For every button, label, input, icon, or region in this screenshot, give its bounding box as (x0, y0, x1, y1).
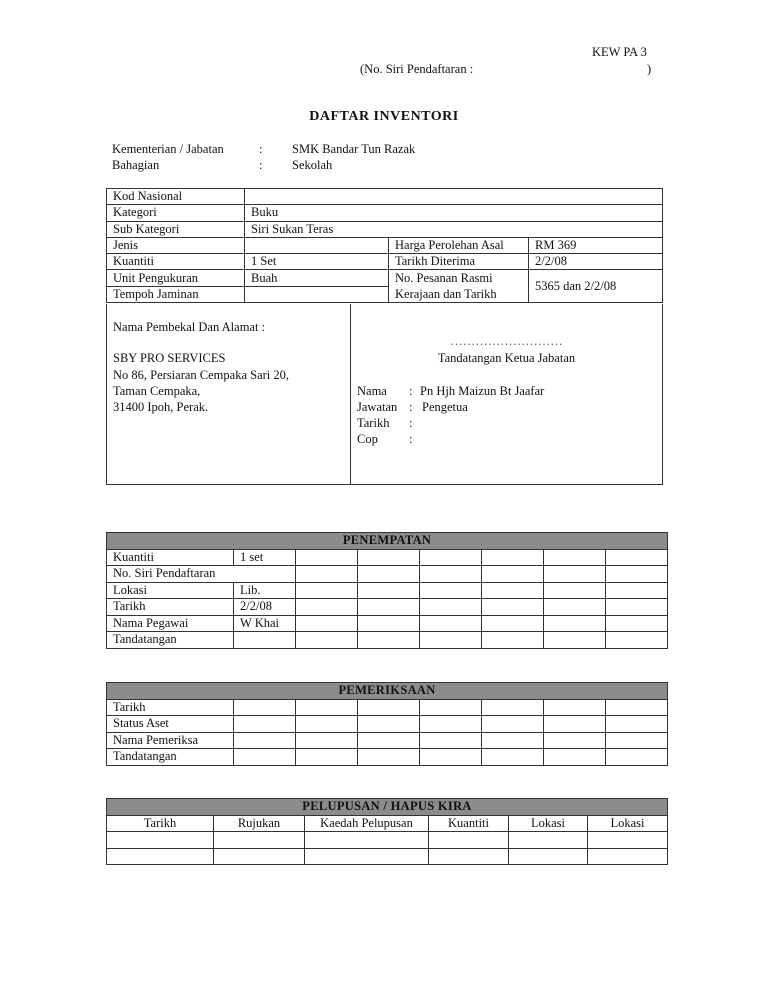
table-row (107, 615, 668, 632)
column-header: Lokasi (509, 815, 588, 832)
tarikh-colon: : (409, 416, 413, 430)
row-label: Tarikh (107, 599, 234, 616)
pelupusan-table (106, 798, 668, 865)
cop-colon: : (409, 432, 413, 446)
tarikh-label: Tarikh (357, 416, 390, 430)
row-value: 2/2/08 (234, 599, 296, 616)
kod-nasional-value (245, 189, 663, 205)
details-row (107, 189, 663, 205)
sub-kategori-label: Sub Kategori (107, 221, 245, 237)
pemeriksaan-title: PEMERIKSAAN (107, 683, 668, 700)
table-row (107, 632, 668, 649)
supplier-address-2: Taman Cempaka, (113, 384, 201, 398)
kod-nasional-label: Kod Nasional (107, 189, 245, 205)
unit-label: Unit Pengukuran (107, 270, 245, 287)
serial-number-label: (No. Siri Pendaftaran : (360, 62, 474, 76)
supplier-signature-box (106, 304, 663, 485)
serial-number-close: ) (647, 62, 652, 76)
nama-value: Pn Hjh Maizun Bt Jaafar (420, 384, 545, 398)
pelupusan-title: PELUPUSAN / HAPUS KIRA (107, 799, 668, 816)
penempatan-title: PENEMPATAN (107, 533, 668, 550)
row-label: Tandatangan (107, 749, 234, 766)
signature-line: ……………………… (450, 334, 563, 348)
table-row (107, 582, 668, 599)
jawatan-value: Pengetua (422, 400, 468, 414)
sub-kategori-value: Siri Sukan Teras (245, 221, 663, 237)
row-label: Lokasi (107, 582, 234, 599)
table-row (107, 749, 668, 766)
row-value: W Khai (234, 615, 296, 632)
table-row (107, 566, 668, 583)
jenis-value (245, 237, 389, 253)
kuantiti-label: Kuantiti (107, 254, 245, 270)
table-row (107, 716, 668, 733)
pesanan-label (389, 270, 529, 303)
jenis-label: Jenis (107, 237, 245, 253)
row-label: Tarikh (107, 699, 234, 716)
penempatan-table (106, 532, 668, 649)
table-row (107, 599, 668, 616)
jaminan-value (245, 286, 389, 303)
details-row (107, 221, 663, 237)
signature-caption: Tandatangan Ketua Jabatan (437, 351, 576, 365)
row-value (234, 632, 296, 649)
supplier-name: SBY PRO SERVICES (113, 351, 226, 365)
pesanan-label-line-2: Kerajaan dan Tarikh (395, 287, 497, 302)
row-value: 1 set (234, 549, 296, 566)
table-row (107, 699, 668, 716)
pesanan-label-line-1: No. Pesanan Rasmi (395, 271, 493, 286)
table-header-row (107, 815, 668, 832)
jawatan-colon: : (409, 400, 413, 414)
table-row (107, 549, 668, 566)
box-divider (350, 304, 351, 484)
nama-label: Nama (357, 384, 387, 398)
column-header: Rujukan (214, 815, 305, 832)
page-title: DAFTAR INVENTORI (309, 109, 459, 124)
nama-colon: : (409, 384, 413, 398)
row-label: Nama Pegawai (107, 615, 234, 632)
division-colon: : (259, 158, 263, 172)
pesanan-value: 5365 dan 2/2/08 (529, 270, 663, 303)
details-row (107, 270, 663, 287)
division-label: Bahagian (112, 158, 160, 172)
row-label: No. Siri Pendaftaran (107, 566, 296, 583)
kategori-value: Buku (245, 205, 663, 221)
supplier-label: Nama Pembekal Dan Alamat : (113, 320, 266, 334)
harga-label: Harga Perolehan Asal (389, 237, 529, 253)
kategori-label: Kategori (107, 205, 245, 221)
table-row (107, 732, 668, 749)
table-row (107, 832, 668, 849)
row-value: Lib. (234, 582, 296, 599)
tarikh-diterima-value: 2/2/08 (529, 254, 663, 270)
kuantiti-value: 1 Set (245, 254, 389, 270)
supplier-address-1: No 86, Persiaran Cempaka Sari 20, (113, 368, 290, 382)
unit-value: Buah (245, 270, 389, 287)
details-row (107, 205, 663, 221)
column-header: Lokasi (588, 815, 668, 832)
tarikh-diterima-label: Tarikh Diterima (389, 254, 529, 270)
column-header: Kuantiti (429, 815, 509, 832)
row-label: Tandatangan (107, 632, 234, 649)
table-row (107, 848, 668, 865)
division-value: Sekolah (292, 158, 333, 172)
details-table (106, 188, 663, 303)
column-header: Tarikh (107, 815, 214, 832)
column-header: Kaedah Pelupusan (305, 815, 429, 832)
harga-value: RM 369 (529, 237, 663, 253)
details-row (107, 254, 663, 270)
row-label: Kuantiti (107, 549, 234, 566)
jaminan-label: Tempoh Jaminan (107, 286, 245, 303)
ministry-value: SMK Bandar Tun Razak (292, 142, 416, 156)
cop-label: Cop (357, 432, 378, 446)
ministry-label: Kementerian / Jabatan (112, 142, 224, 156)
supplier-address-3: 31400 Ipoh, Perak. (113, 400, 209, 414)
jawatan-label: Jawatan (357, 400, 398, 414)
row-label: Status Aset (107, 716, 234, 733)
row-label: Nama Pemeriksa (107, 732, 234, 749)
pemeriksaan-table (106, 682, 668, 766)
ministry-colon: : (259, 142, 263, 156)
details-row (107, 237, 663, 253)
form-code: KEW PA 3 (592, 45, 647, 59)
